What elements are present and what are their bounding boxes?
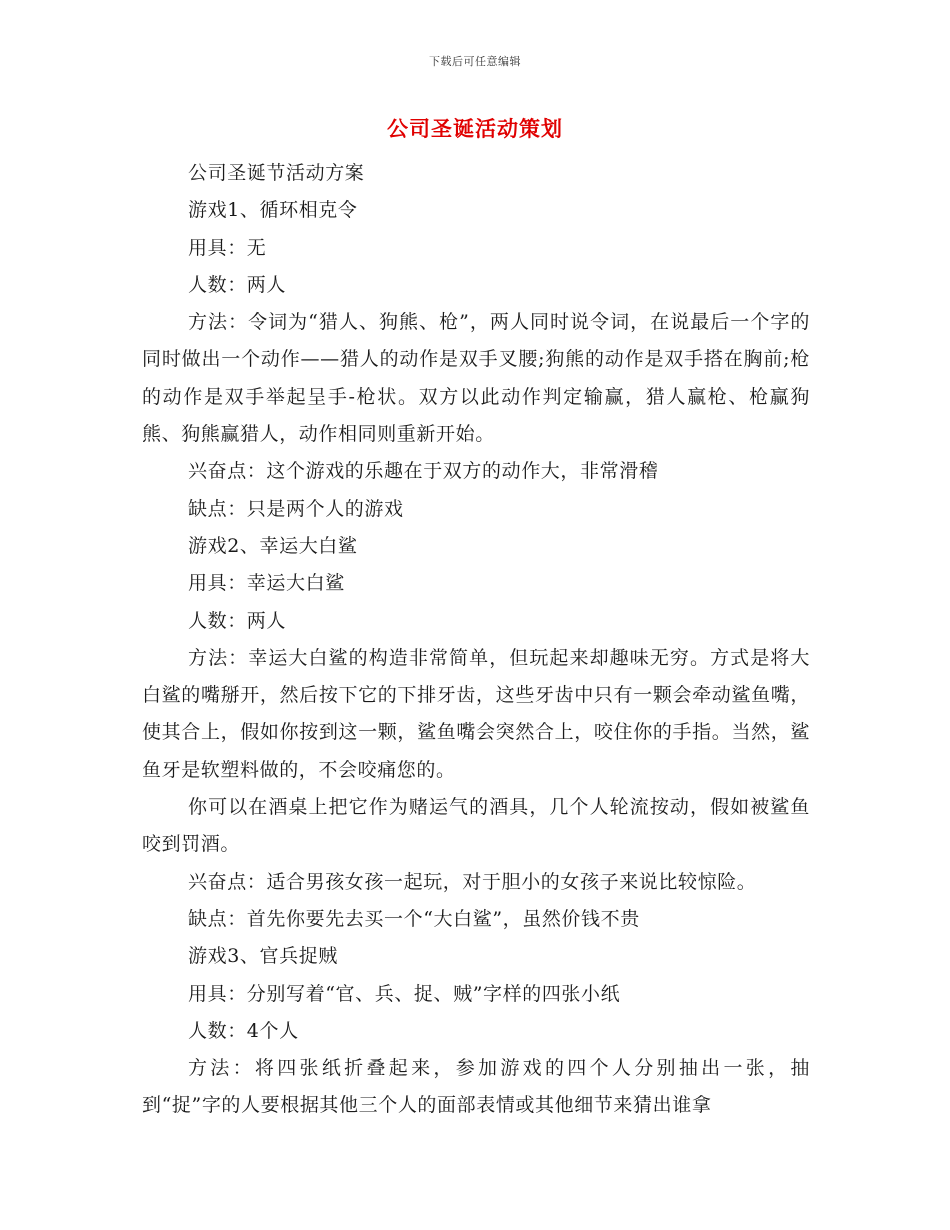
paragraph-game2-highlight: 兴奋点：适合男孩女孩一起玩，对于胆小的女孩子来说比较惊险。 — [188, 870, 757, 893]
paragraph-game2-drawback: 缺点：首先你要先去买一个“大白鲨”，虽然价钱不贵 — [188, 907, 640, 930]
paragraph-game1-heading: 游戏1、循环相克令 — [188, 199, 358, 222]
paragraph-game3-players: 人数：4个人 — [188, 1019, 299, 1042]
paragraph-game3-heading: 游戏3、官兵捉贼 — [188, 945, 338, 968]
paragraph-game2-usage: 你可以在酒桌上把它作为赌运气的酒具，几个人轮流按动，假如被鲨鱼咬到罚酒。 — [142, 796, 810, 856]
paragraph-game1-highlight: 兴奋点：这个游戏的乐趣在于双方的动作大，非常滑稽 — [188, 460, 659, 483]
paragraph-game2-players: 人数：两人 — [188, 609, 287, 632]
paragraph-game1-players: 人数：两人 — [188, 273, 287, 296]
paragraph-game2-method: 方法：幸运大白鲨的构造非常简单，但玩起来却趣味无穷。方式是将大白鲨的嘴掰开，然后按下它的下排牙齿，这些牙齿中只有一颗会牵动鲨鱼嘴，使其合上，假如你按到这一颗，鲨鱼嘴会突然合上，咬住你的手指。当然，鲨鱼牙是软塑料做的，不会咬痛您的。 — [142, 646, 810, 781]
paragraph-game3-method: 方法：将四张纸折叠起来，参加游戏的四个人分别抽出一张，抽到“捉”字的人要根据其他三个人的面部表情或其他细节来猜出谁拿 — [142, 1057, 810, 1117]
paragraph-game1-tools: 用具：无 — [188, 236, 267, 259]
paragraph-game1-method: 方法：令词为“猎人、狗熊、枪”，两人同时说令词，在说最后一个字的同时做出一个动作——猎人的动作是双手叉腰;狗熊的动作是双手搭在胸前;枪的动作是双手举起呈手-枪状。双方以此动作判定输赢，猎人赢枪、枪赢狗熊、狗熊赢猎人，动作相同则重新开始。 — [142, 311, 810, 446]
header-note: 下载后可任意编辑 — [429, 55, 521, 68]
paragraph-game2-tools: 用具：幸运大白鲨 — [188, 572, 345, 595]
paragraph-game3-tools: 用具：分别写着“官、兵、捉、贼”字样的四张小纸 — [188, 982, 621, 1005]
document-body — [142, 155, 810, 1125]
paragraph-game1-drawback: 缺点：只是两个人的游戏 — [188, 497, 404, 520]
paragraph-game2-heading: 游戏2、幸运大白鲨 — [188, 534, 358, 557]
paragraph-subtitle: 公司圣诞节活动方案 — [188, 162, 365, 184]
document-title: 公司圣诞活动策划 — [387, 116, 563, 141]
